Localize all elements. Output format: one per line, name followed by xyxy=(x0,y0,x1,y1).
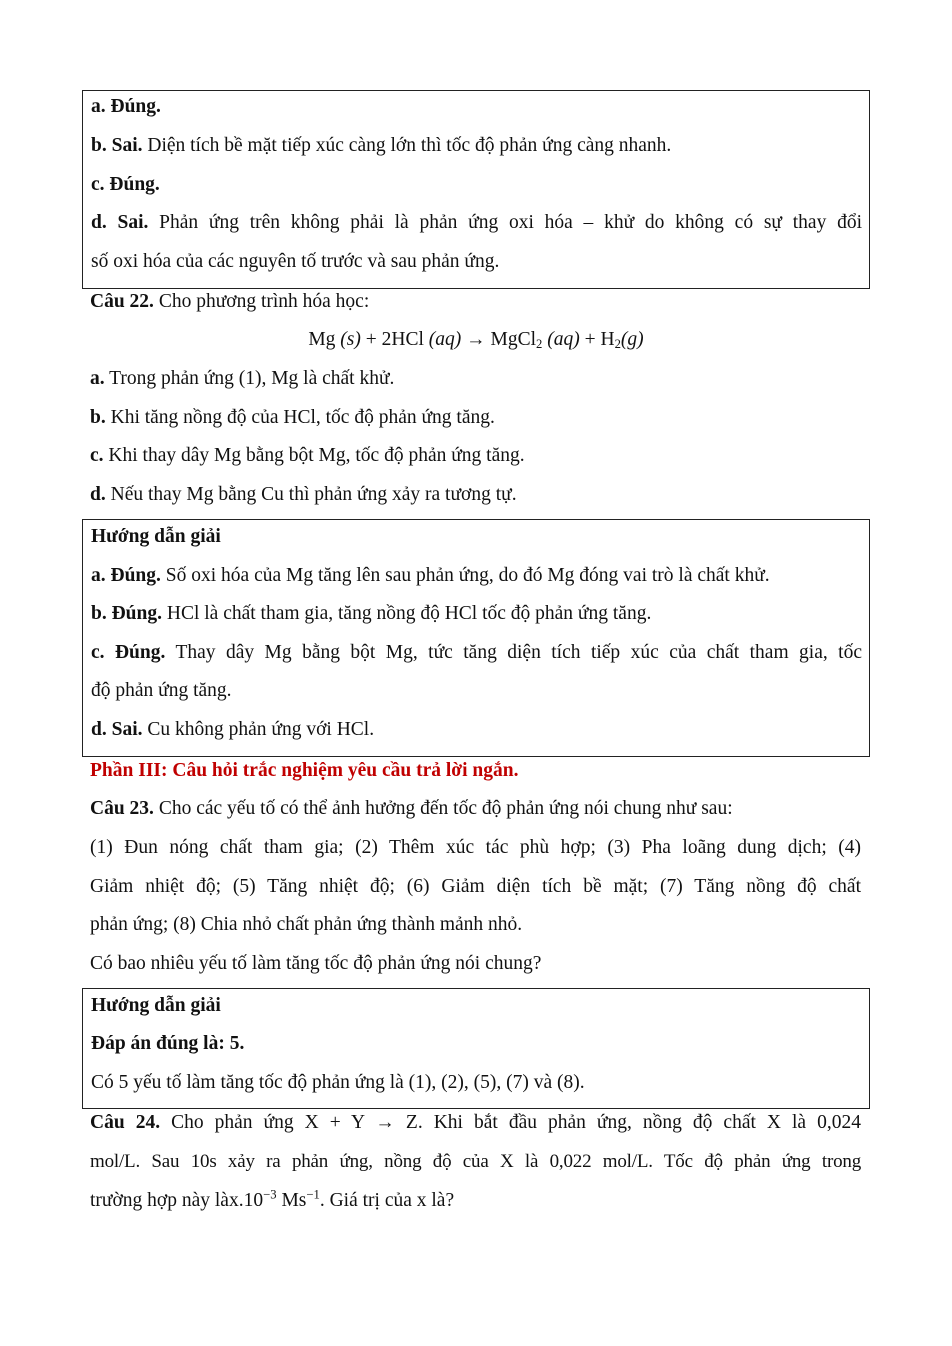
q22-c-label: c. xyxy=(90,445,104,466)
q22-b-label: b. xyxy=(90,407,106,428)
solution-a-label: a. Đúng. xyxy=(91,565,161,586)
eq-state-aq2: (aq) xyxy=(542,329,580,350)
solution-title-text: Hướng dẫn giải xyxy=(91,526,221,547)
solution-d-label: d. Sai. xyxy=(91,719,143,740)
q22-d-label: d. xyxy=(90,484,106,505)
eq-hcl: + 2HCl xyxy=(360,329,429,350)
q24-line2: mol/L. Sau 10s xảy ra phản ứng, nồng độ của X là 0,022 mol/L. Tốc độ phản ứng trong xyxy=(90,1151,861,1172)
q24-stem xyxy=(90,1111,861,1135)
q23-line5: Có bao nhiêu yếu tố làm tăng tốc độ phản ứng nói chung? xyxy=(90,953,542,974)
q24-line3-end: . Giá trị của x là? xyxy=(319,1190,455,1211)
eq-mg: Mg xyxy=(308,329,341,350)
q22-option-b xyxy=(90,406,495,430)
answer-b-label: b. Sai. xyxy=(91,135,143,156)
solution-title xyxy=(91,525,221,549)
solution-c-line1 xyxy=(91,641,862,665)
answer-box-q21 xyxy=(82,90,870,289)
solution-c-line2: độ phản ứng tăng. xyxy=(91,680,232,701)
q23-label: Câu 23. xyxy=(90,798,154,819)
answer-c-label: c. Đúng. xyxy=(91,174,160,195)
answer-d-label: d. Sai. xyxy=(91,212,149,233)
q24-x-factor: x.10 xyxy=(228,1190,264,1211)
q22-stem xyxy=(90,290,369,314)
q22-equation xyxy=(0,328,952,356)
q24-line3 xyxy=(90,1189,454,1213)
solution-b-text: HCl là chất tham gia, tăng nồng độ HCl tốc độ phản ứng tăng. xyxy=(162,603,652,624)
correct-answer xyxy=(91,1032,244,1056)
answer-box-q22 xyxy=(82,519,870,757)
solution-title-text: Hướng dẫn giải xyxy=(91,995,221,1016)
solution-a-text: Số oxi hóa của Mg tăng lên sau phản ứng, do đó Mg đóng vai trò là chất khử. xyxy=(160,565,770,586)
q24-exponent-1: −3 xyxy=(263,1187,277,1202)
q24-label: Câu 24. xyxy=(90,1112,161,1133)
correct-answer-text: Đáp án đúng là: 5. xyxy=(91,1033,245,1054)
q22-option-a xyxy=(90,367,394,391)
solution-b-label: b. Đúng. xyxy=(91,603,162,624)
q24-text: Cho phản ứng X + Y → Z. Khi bắt đầu phản ứng, nồng độ chất X là 0,024 xyxy=(160,1112,861,1133)
q22-a-text: Trong phản ứng (1), Mg là chất khử. xyxy=(104,368,395,389)
q24-unit: Ms xyxy=(276,1190,307,1211)
eq-sub-2a: 2 xyxy=(536,337,543,352)
q22-b-text: Khi tăng nồng độ của HCl, tốc độ phản ứng tăng. xyxy=(105,407,495,428)
q22-option-d xyxy=(90,483,517,507)
eq-state-aq1: (aq) xyxy=(428,329,462,350)
answer-a xyxy=(91,95,161,119)
part3-heading: Phần III: Câu hỏi trắc nghiệm yêu cầu trả lời ngắn. xyxy=(90,760,519,781)
solution-d xyxy=(91,718,374,742)
answer-box-q23 xyxy=(82,988,870,1109)
q23-line2: (1) Đun nóng chất tham gia; (2) Thêm xúc tác phù hợp; (3) Pha loãng dung dịch; (4) xyxy=(90,837,861,858)
q24-exponent-2: −1 xyxy=(306,1187,320,1202)
eq-arrow-mgcl: → MgCl xyxy=(461,329,537,350)
answer-d-line2: số oxi hóa của các nguyên tố trước và sau phản ứng. xyxy=(91,251,500,272)
answer-d-text: Phản ứng trên không phải là phản ứng oxi hóa – khử do không có sự thay đổi xyxy=(148,212,863,233)
eq-h: + H xyxy=(579,329,615,350)
solution-d-text: Cu không phản ứng với HCl. xyxy=(142,719,375,740)
solution-title xyxy=(91,994,221,1018)
answer-c xyxy=(91,173,160,197)
answer-b-text: Diện tích bề mặt tiếp xúc càng lớn thì tốc độ phản ứng càng nhanh. xyxy=(142,135,672,156)
q22-text: Cho phương trình hóa học: xyxy=(153,291,370,312)
q22-c-text: Khi thay dây Mg bằng bột Mg, tốc độ phản ứng tăng. xyxy=(103,445,525,466)
answer-a-label: a. Đúng. xyxy=(91,96,161,117)
q23-line4: phản ứng; (8) Chia nhỏ chất phản ứng thành mảnh nhỏ. xyxy=(90,914,523,935)
q23-text: Cho các yếu tố có thể ảnh hưởng đến tốc độ phản ứng nói chung như sau: xyxy=(153,798,733,819)
solution-c-label: c. Đúng. xyxy=(91,642,166,663)
q22-label: Câu 22. xyxy=(90,291,154,312)
q22-a-label: a. xyxy=(90,368,105,389)
q24-line3-start: trường hợp này là xyxy=(90,1190,229,1211)
eq-sub-2b: 2 xyxy=(614,337,621,352)
solution-b xyxy=(91,602,651,626)
q23-stem xyxy=(90,797,733,821)
answer-d-line1 xyxy=(91,211,862,235)
q23-line3: Giảm nhiệt độ; (5) Tăng nhiệt độ; (6) Giảm diện tích bề mặt; (7) Tăng nồng độ chất xyxy=(90,876,861,897)
solution-c-text: Thay dây Mg bằng bột Mg, tức tăng diện tích tiếp xúc của chất tham gia, tốc xyxy=(165,642,862,663)
q22-option-c xyxy=(90,444,525,468)
q22-d-text: Nếu thay Mg bằng Cu thì phản ứng xảy ra tương tự. xyxy=(105,484,517,505)
eq-state-s: (s) xyxy=(340,329,361,350)
answer-b xyxy=(91,134,671,158)
solution-a xyxy=(91,564,770,588)
eq-state-g: (g) xyxy=(620,329,644,350)
solution-explanation: Có 5 yếu tố làm tăng tốc độ phản ứng là (1), (2), (5), (7) và (8). xyxy=(91,1072,585,1093)
